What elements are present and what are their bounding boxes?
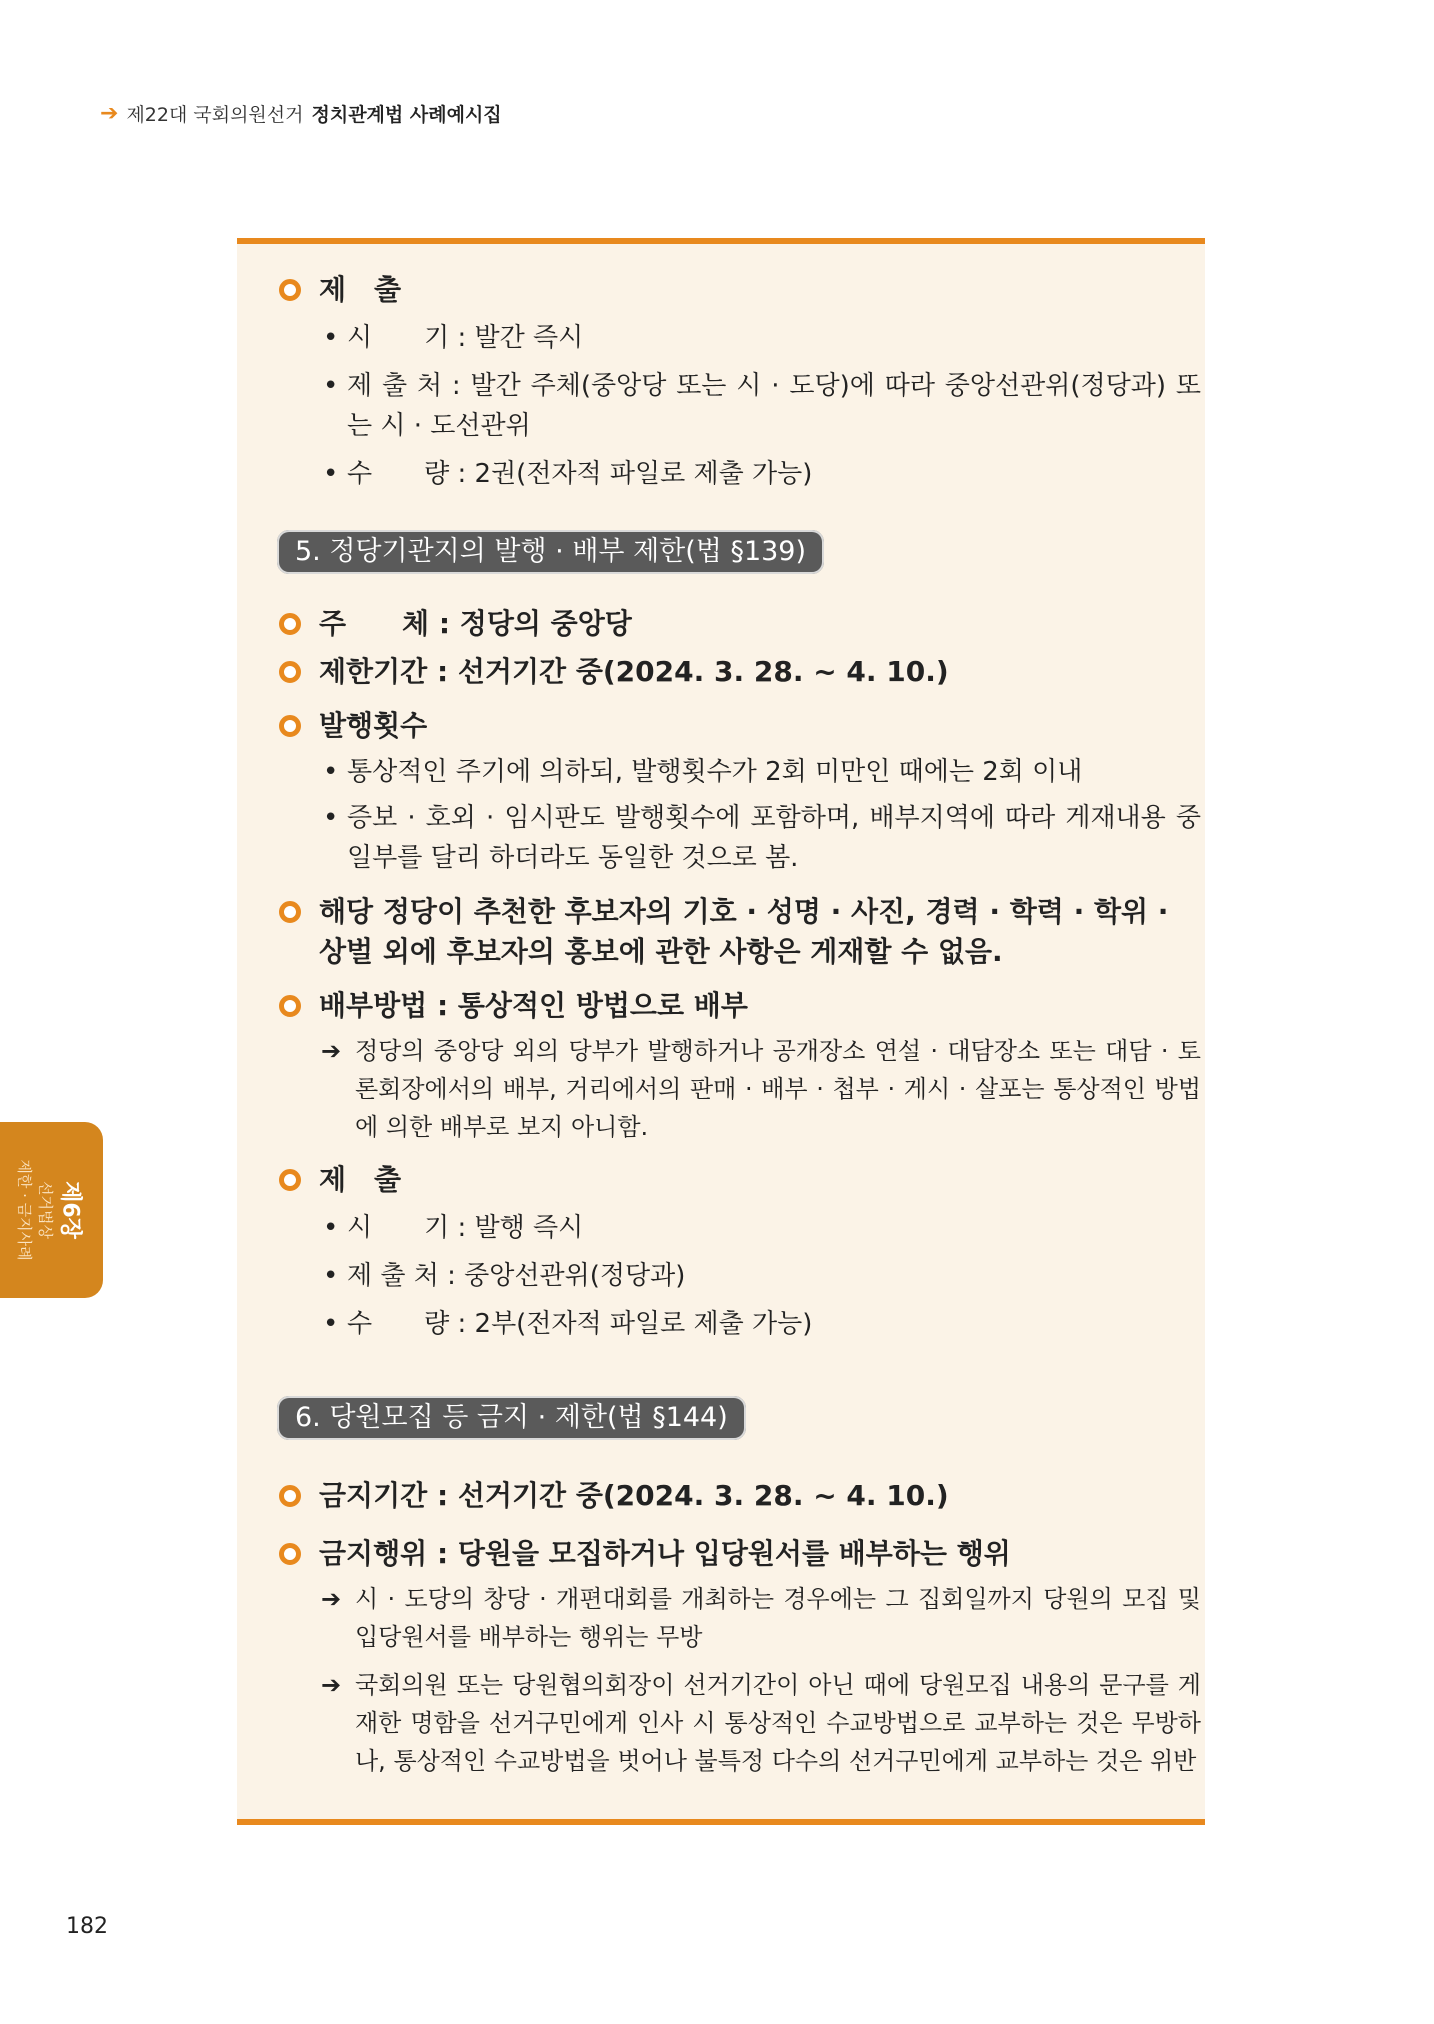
chapter-title-line2: 제한 · 금지사례 [15, 1159, 34, 1261]
header-title: 정치관계법 사례예시집 [311, 104, 502, 126]
circle-bullet-icon [279, 279, 301, 301]
list-item: • 증보 · 호외 · 임시판도 발행횟수에 포함하며, 배부지역에 따라 게재내용 중 일부를 달리 하더라도 동일한 것으로 봄. [323, 803, 1201, 873]
running-header [100, 100, 502, 127]
list-item: • 통상적인 주기에 의하되, 발행횟수가 2회 미만인 때에는 2회 이내 [323, 757, 1083, 787]
list-item: • 제 출 처 : 발간 주체(중앙당 또는 시 · 도당)에 따라 중앙선관위(정당과) 또는 시 · 도선관위 [323, 371, 1201, 441]
heading-issue-count: 발행횟수 [279, 706, 1201, 746]
arrow-note: ➔ 정당의 중앙당 외의 당부가 발행하거나 공개장소 연설 · 대담장소 또는 대담 · 토론회장에서의 배부, 거리에서의 판매 · 배부 · 첩부 · 게시 · 살포는 통상적인 방법에 의한 배부로 보지 아니함. [279, 1032, 1201, 1146]
list-item: • 제 출 처 : 중앙선관위(정당과) [323, 1261, 686, 1291]
list-item: • 시 기 : 발간 즉시 [323, 323, 584, 353]
heading-submission: 제 출 [279, 1160, 1201, 1200]
arrow-note: ➔ 국회의원 또는 당원협의회장이 선거기간이 아닌 때에 당원모집 내용의 문구를 게재한 명함을 선거구민에게 인사 시 통상적인 수교방법으로 교부하는 것은 무방하나, 통상적인 수교방법을 벗어나 불특정 다수의 선거구민에게 교부하는 것은 위반 [279, 1666, 1201, 1780]
chapter-side-tab[interactable] [0, 1122, 103, 1298]
header-prefix: 제22대 국회의원선거 [126, 104, 304, 126]
arrow-right-icon: ➔ [321, 1671, 342, 1699]
circle-bullet-icon [279, 995, 301, 1017]
chapter-number: 제6장 [57, 1181, 83, 1239]
arrow-right-icon: ➔ [100, 101, 119, 126]
heading-ban-period: 금지기간 : 선거기간 중(2024. 3. 28. ~ 4. 10.) [279, 1476, 1201, 1516]
chapter-title-line1: 선거법상 [36, 1181, 55, 1239]
circle-bullet-icon [279, 1485, 301, 1507]
heading-ban-act: 금지행위 : 당원을 모집하거나 입당원서를 배부하는 행위 [279, 1534, 1201, 1574]
circle-bullet-icon [279, 1169, 301, 1191]
heading-period: 제한기간 : 선거기간 중(2024. 3. 28. ~ 4. 10.) [279, 652, 1201, 692]
heading: 제 출 [279, 270, 1201, 310]
list-item: • 수 량 : 2권(전자적 파일로 제출 가능) [323, 459, 813, 489]
page-number: 182 [66, 1914, 108, 1939]
submission-block-1 [279, 270, 1201, 494]
heading-content-limit: 해당 정당이 추천한 후보자의 기호 · 성명 · 사진, 경력 · 학력 · 학위 · 상벌 외에 후보자의 홍보에 관한 사항은 게재할 수 없음. [279, 892, 1201, 972]
arrow-right-icon: ➔ [321, 1585, 342, 1613]
section-title-6: 6. 당원모집 등 금지 · 제한(법 §144) [277, 1396, 746, 1440]
heading-distribution: 배부방법 : 통상적인 방법으로 배부 [279, 986, 1201, 1026]
list-item: • 시 기 : 발행 즉시 [323, 1213, 584, 1243]
section-title-5: 5. 정당기관지의 발행 · 배부 제한(법 §139) [277, 530, 824, 574]
arrow-right-icon: ➔ [321, 1037, 342, 1065]
party-organ-block [279, 604, 1201, 1344]
circle-bullet-icon [279, 901, 301, 923]
circle-bullet-icon [279, 613, 301, 635]
circle-bullet-icon [279, 1543, 301, 1565]
list-item: • 수 량 : 2부(전자적 파일로 제출 가능) [323, 1309, 813, 1339]
member-recruit-block [279, 1476, 1201, 1780]
heading-subject: 주 체 : 정당의 중앙당 [279, 604, 1201, 644]
circle-bullet-icon [279, 715, 301, 737]
circle-bullet-icon [279, 661, 301, 683]
arrow-note: ➔ 시 · 도당의 창당 · 개편대회를 개최하는 경우에는 그 집회일까지 당원의 모집 및 입당원서를 배부하는 행위는 무방 [279, 1580, 1201, 1656]
